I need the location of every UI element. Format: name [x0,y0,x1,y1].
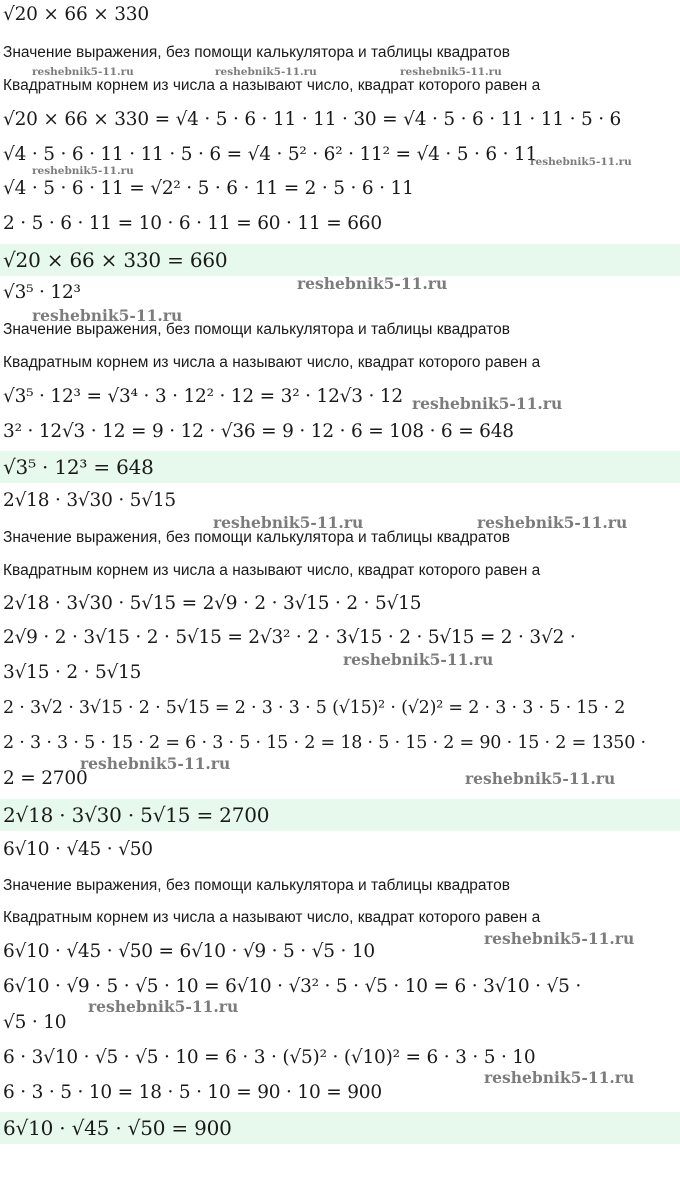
watermark: reshebnik5-11.ru [32,306,183,325]
problem-2-result: √3⁵ · 12³ = 648 [0,451,680,483]
problem-3-step-3: 2 · 3√2 · 3√15 · 2 · 5√15 = 2 · 3 · 3 · 5 (√15)² · (√2)² = 2 · 3 · 3 · 5 · 15 · 2 [3,698,626,718]
problem-1-step-3: √4 · 5 · 6 · 11 = √2² · 5 · 6 · 11 = 2 · 5 · 6 · 11 [3,178,414,199]
problem-3-result: 2√18 · 3√30 · 5√15 = 2700 [0,799,680,831]
problem-3-note-calc: Значение выражения, без помощи калькулятора и таблицы квадратов [3,529,510,546]
watermark: reshebnik5-11.ru [215,66,317,78]
problem-3-step-2: 2√9 · 2 · 3√15 · 2 · 5√15 = 2√3² · 2 · 3√15 · 2 · 5√15 = 2 · 3√2 · [3,627,576,648]
watermark: reshebnik5-11.ru [484,929,635,948]
problem-1-note-calc: Значение выражения, без помощи калькулятора и таблицы квадратов [3,44,510,61]
problem-4-step-4: 6 · 3 · 5 · 10 = 18 · 5 · 10 = 90 · 10 = 900 [3,1082,382,1103]
problem-1-step-2: √4 · 5 · 6 · 11 · 11 · 5 · 6 = √4 · 5² · 6² · 11² = √4 · 5 · 6 · 11 [3,144,538,165]
problem-1-step-1: √20 × 66 × 330 = √4 · 5 · 6 · 11 · 11 · 30 = √4 · 5 · 6 · 11 · 11 · 5 · 6 [3,109,622,130]
watermark: reshebnik5-11.ru [465,769,616,788]
problem-1-step-4: 2 · 5 · 6 · 11 = 10 · 6 · 11 = 60 · 11 = 660 [3,213,382,234]
watermark: reshebnik5-11.ru [530,156,632,168]
problem-1-note-definition: Квадратным корнем из числа a называют число, квадрат которого равен a [3,77,541,94]
watermark: reshebnik5-11.ru [297,274,448,293]
watermark: reshebnik5-11.ru [32,165,134,177]
problem-1-header: √20 × 66 × 330 [3,4,149,25]
problem-3-step-1: 2√18 · 3√30 · 5√15 = 2√9 · 2 · 3√15 · 2 · 5√15 [3,593,422,614]
problem-4-header: 6√10 · √45 · √50 [3,839,153,860]
problem-4-result: 6√10 · √45 · √50 = 900 [0,1112,680,1144]
watermark: reshebnik5-11.ru [484,1068,635,1087]
problem-2-header: √3⁵ · 12³ [3,282,81,303]
watermark: reshebnik5-11.ru [477,513,628,532]
watermark: reshebnik5-11.ru [88,997,239,1016]
problem-4-step-2-cont: √5 · 10 [3,1012,67,1033]
problem-3-step-2-cont: 3√15 · 2 · 5√15 [3,662,142,683]
problem-2-note-calc: Значение выражения, без помощи калькулятора и таблицы квадратов [3,321,510,338]
watermark: reshebnik5-11.ru [80,754,231,773]
problem-1-result: √20 × 66 × 330 = 660 [0,244,680,276]
watermark: reshebnik5-11.ru [400,66,502,78]
problem-3-note-definition: Квадратным корнем из числа a называют число, квадрат которого равен a [3,562,541,579]
problem-3-header: 2√18 · 3√30 · 5√15 [3,490,176,511]
problem-3-step-4: 2 · 3 · 3 · 5 · 15 · 2 = 6 · 3 · 5 · 15 · 2 = 18 · 5 · 15 · 2 = 90 · 15 · 2 = 1350 · [3,733,646,753]
problem-2-note-definition: Квадратным корнем из числа a называют число, квадрат которого равен a [3,354,541,371]
watermark: reshebnik5-11.ru [412,394,563,413]
problem-4-step-1: 6√10 · √45 · √50 = 6√10 · √9 · 5 · √5 · 10 [3,941,375,962]
problem-4-note-definition: Квадратным корнем из числа a называют число, квадрат которого равен a [3,909,541,926]
problem-4-step-3: 6 · 3√10 · √5 · √5 · 10 = 6 · 3 · (√5)² · (√10)² = 6 · 3 · 5 · 10 [3,1047,536,1068]
problem-3-step-4-cont: 2 = 2700 [3,768,88,789]
problem-2-step-1: √3⁵ · 12³ = √3⁴ · 3 · 12² · 12 = 3² · 12√3 · 12 [3,386,403,407]
watermark: reshebnik5-11.ru [213,513,364,532]
watermark: reshebnik5-11.ru [32,66,134,78]
problem-4-step-2: 6√10 · √9 · 5 · √5 · 10 = 6√10 · √3² · 5 · √5 · 10 = 6 · 3√10 · √5 · [3,976,582,997]
problem-2-step-2: 3² · 12√3 · 12 = 9 · 12 · √36 = 9 · 12 · 6 = 108 · 6 = 648 [3,421,514,442]
watermark: reshebnik5-11.ru [343,650,494,669]
problem-4-note-calc: Значение выражения, без помощи калькулятора и таблицы квадратов [3,877,510,894]
